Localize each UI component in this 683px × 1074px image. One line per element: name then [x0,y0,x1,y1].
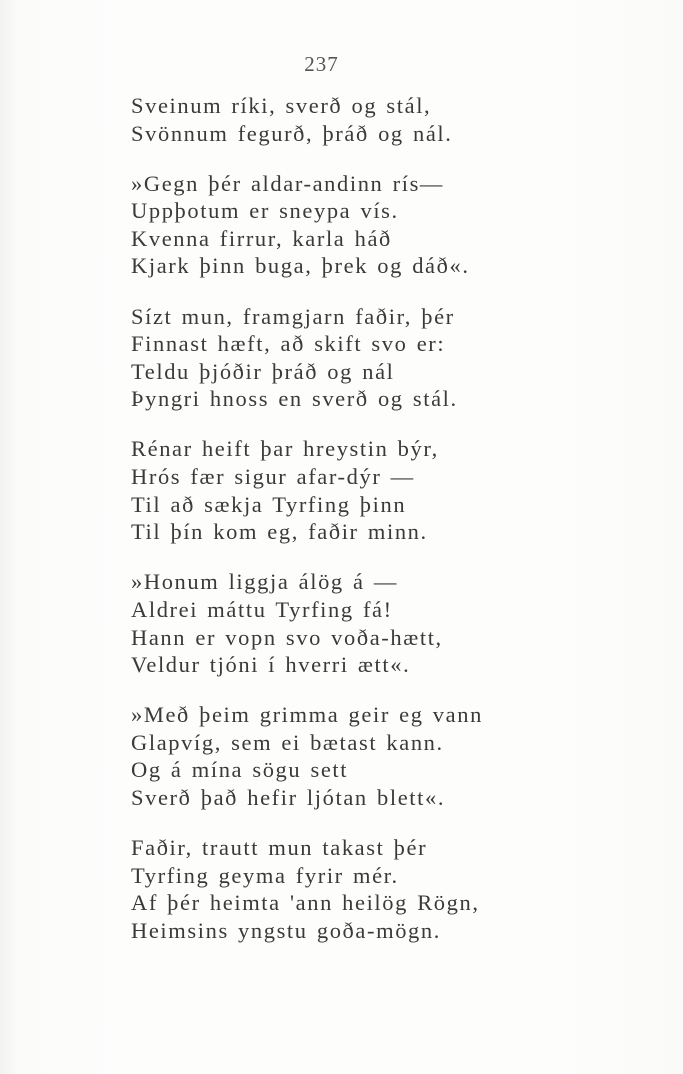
poem-line: Til að sækja Tyrfing þinn [131,491,407,517]
poem-line: Aldrei máttu Tyrfing fá! [131,596,393,622]
poem-line: Teldu þjóðir þráð og nál [131,358,395,384]
stanza-6 [131,701,651,811]
poem-line: Kjark þinn buga, þrek og dáð«. [131,253,470,279]
poem-line: Hann er vopn svo voða-hætt, [131,624,443,650]
poem-line: Sveinum ríki, sverð og stál, [131,93,432,118]
stanza-1 [131,92,651,147]
poem-line: Og á mína sögu sett [131,757,349,783]
stanza-2 [131,170,651,280]
page-number: 237 [304,52,339,76]
poem-line: »Með þeim grimma geir eg vann [131,702,483,728]
poem-line: Sízt mun, framgjarn faðir, þér [131,303,455,329]
poem-line: Til þín kom eg, faðir minn. [131,519,428,545]
poem-line: Af þér heimta 'ann heilög Rögn, [131,890,480,916]
poem [131,92,651,967]
poem-line: Hrós fær sigur afar-dýr — [131,464,415,490]
poem-line: Glapvíg, sem ei bætast kann. [131,729,444,755]
poem-line: »Gegn þér aldar-andinn rís— [131,170,445,196]
poem-line: Kvenna firrur, karla háð [131,225,392,251]
poem-line: Tyrfing geyma fyrir mér. [131,862,399,888]
poem-line: Faðir, trautt mun takast þér [131,835,428,861]
poem-line: Heimsins yngstu goða-mögn. [131,917,441,943]
poem-line: »Honum liggja álög á — [131,569,398,595]
stanza-3 [131,303,651,413]
poem-line: Svönnum fegurð, þráð og nál. [131,120,453,146]
poem-line: Þyngri hnoss en sverð og stál. [131,386,458,412]
poem-line: Sverð það hefir ljótan blett«. [131,784,446,810]
stanza-7 [131,834,651,944]
poem-line: Uppþotum er sneypa vís. [131,198,399,224]
stanza-4 [131,435,651,545]
stanza-5 [131,568,651,678]
poem-line: Finnast hæft, að skift svo er: [131,331,446,357]
poem-line: Rénar heift þar hreystin býr, [131,436,439,462]
poem-line: Veldur tjóni í hverri ætt«. [131,652,411,678]
